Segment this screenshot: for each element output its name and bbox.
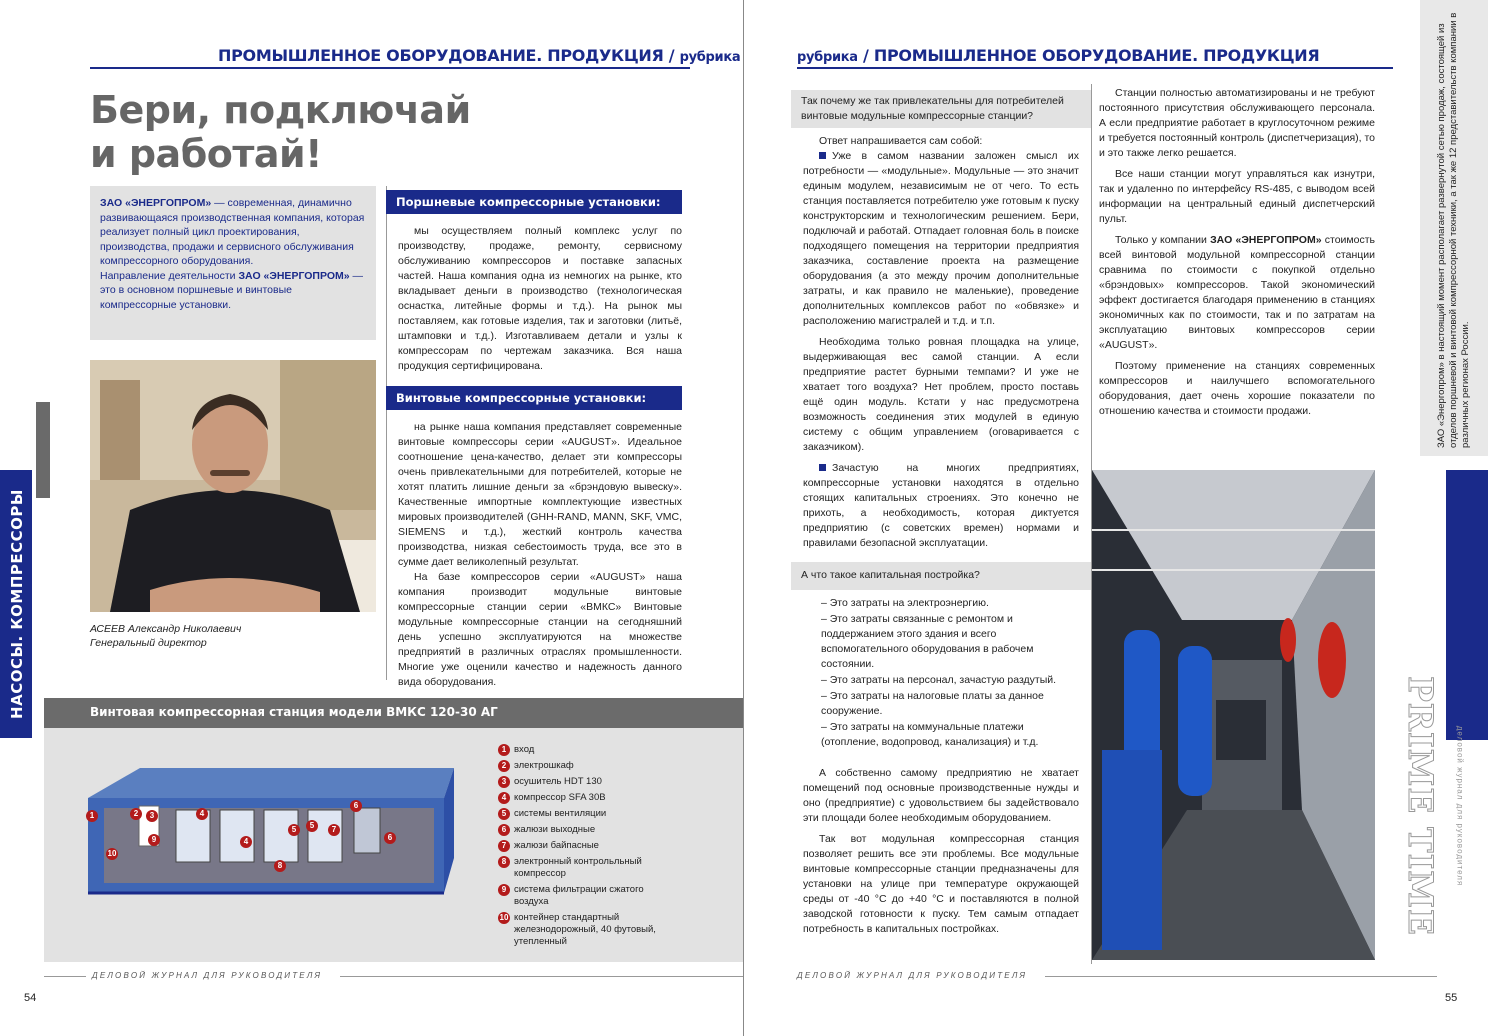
paragraph-modular: Уже в самом названии заложен смысл их потребности — «модульные». Модульные — это значит единым модулем, независимым не от чего. То есть станция поставляется потребителю уже готовым к пуску конструкторским и технологическим решением. Бери, подключай и работай. Отпадает головная боль в поиске подходящего помещения на территории предприятия заказчика, составление проекта на размещение оборудования (а это между прочим дополнительные затраты, и как правило не маленькие), проведение дополнительных комплексов работ по «обвязке» и расположению магистралей и т.д. и т.п. [803,150,1079,327]
rubric-underline [90,67,690,69]
callout-8: 8 [274,860,290,872]
rubric-sep: / [663,46,680,65]
paragraph-price-a: Только у компании [1115,234,1211,246]
section-heading-screw: Винтовые компрессорные установки: [386,386,682,410]
intro-text3: — это в основном поршневые и винтовые компрессорные установки. [100,269,364,311]
footer-rule-right [340,976,744,977]
section-heading-piston: Поршневые компрессорные установки: [386,190,682,214]
footer-rule [1045,976,1437,977]
side-note: ЗАО «Энергопром» в настоящий момент располагает развернутой сетью продаж, состоящей из отделов поршневой и винтовой компрессорной техники, а так же 12 представительств компании в различных регионах России. [1436,12,1471,448]
callout-6b: 6 [384,832,400,844]
footer-text: ДЕЛОВОЙ ЖУРНАЛ ДЛЯ РУКОВОДИТЕЛЯ [797,971,1028,980]
answer-intro: Ответ напрашивается сам собой: [819,135,983,147]
legend-item: 10 контейнер стандартный железнодорожный, 40 футовый, утепленный [499,912,656,947]
paragraph-price-b: стоимость всей винтовой модульной компрессорной станции сравнима по стоимости с покупкой отдельно «брэндовых» компрессоров. Такой экономический эффект достигается благодаря применению в станциях экономичных как по стоимости, так и по затратам на эксплуатацию винтовых компрессоров серии «AUGUST». [1099,234,1375,351]
callout-4: 4 [196,808,212,820]
station-interior-photo [1092,470,1375,960]
section-text-piston [398,224,682,374]
rubric-small: рубрика [797,50,858,65]
diagram-title: Винтовая компрессорная станция модели ВМКС 120-30 АГ [44,698,744,728]
prime-time-logo: PRIME TIME [1400,676,1440,936]
list-item: – Это затраты связанные с ремонтом и поддержанием этого здания и всего вспомогательного оборудования в рабочем состоянии. [821,613,1034,670]
diagram-legend [498,744,664,952]
grey-accent-band [36,402,50,498]
square-bullet-icon [819,152,826,159]
caption-role: Генеральный директор [90,637,207,649]
section-piston-paragraph: мы осуществляем полный комплекс услуг по производству, продаже, ремонту, сервисному обслуживанию компрессоров и поставке запасных частей. Наша компания одна из немногих на рынке, кто вкладывает деньги в производство (технологическая оснастка, литейные формы и т.д.). На рынок мы поставляем, как готовые изделия, так и заготовки (литьё, штамповки и т.д.). Изготавливаем детали и узлы к компрессорам по чертежам заказчика. Вся наша продукция сертифицирована. [398,225,682,372]
legend-item: 3 осушитель HDT 130 [498,776,664,788]
footer-rule-left [44,976,86,977]
question-box-2: А что такое капитальная постройка? [791,562,1091,590]
callout-1: 1 [86,810,102,822]
callout-10: 10 [107,849,117,858]
section-text-screw [398,420,682,690]
paragraph-control: Все наши станции могут управляться как изнутри, так и удаленно по интерфейсу RS-485, с выводом всей информации на центральный единый диспетчерский пульт. [1099,168,1375,225]
section-screw-paragraph-1: на рынке наша компания представляет современные винтовые компрессоры серии «AUGUST». Идеальное соотношение цена-качество, делает эти компрессоры очень привлекательными для потребителей, которые не хотят платить лишние деньги за «брэндовую вывеску». Качественные импортные комплектующие известных мировых производителей (GHH-RAND, MANN, SKF, VMC, SIEMENS и т.д.), жесткий контроль качества производства, низкая себестоимость труда, все это в сумме дает великолепный результат. [398,421,682,568]
station-interior-image [1092,470,1375,960]
list-item: – Это затраты на налоговые платы за данное сооружение. [821,690,1044,717]
callout-9: 9 [148,834,164,846]
photo-caption [90,622,241,650]
callout-5: 5 [288,824,304,836]
headline [90,88,471,176]
caption-name: АСЕЕВ Александр Николаевич [90,623,242,635]
legend-item: 8 электронный контрольльный компрессор [498,856,664,880]
section-screw-paragraph-2: На базе компрессоров серии «AUGUST» наша компания производит модульные винтовые компрессорные станции серии «ВМКС» Винтовые модульные компрессорные станции на сегодняшний день успешно эксплуатируются на множестве предприятий в различных отраслях промышленности. Многие уже оценили качество и надежность данного вида оборудования. [398,571,682,688]
compressor-station-diagram [44,728,494,962]
right-blue-band [1446,470,1488,740]
rubric-main: ПРОМЫШЛЕННОЕ ОБОРУДОВАНИЕ. ПРОДУКЦИЯ [218,46,664,65]
left-column-text [803,134,1079,551]
intro-company2: ЗАО «ЭНЕРГОПРОМ» [238,269,350,282]
intro-text2: Направление деятельности [100,269,239,282]
legend-item: 7 жалюзи байпасные [498,840,664,852]
callout-2: 2 [130,808,146,820]
column-divider [386,186,387,680]
legend-item: 9 система фильтрации сжатого воздуха [498,884,664,908]
page-number: 55 [1445,992,1458,1004]
callout-6: 6 [350,800,366,812]
callout-4b: 4 [240,836,256,848]
intro-text1: — современная, динамично развивающаяся производственная компания, которая реализует полный цикл проектирования, производства, продажи и сервисного обслуживания компрессорного оборудования. [100,197,365,267]
legend-item: 2 электрошкаф [498,760,664,772]
legend-item: 6 жалюзи выходные [498,824,664,836]
paragraph-price-company: ЗАО «ЭНЕРГОПРОМ» [1210,234,1322,246]
square-bullet-icon [819,464,826,471]
intro-company: ЗАО «ЭНЕРГОПРОМ» [100,197,212,209]
legend-item: 1 вход [498,744,664,756]
paragraph-capital-buildings: Зачастую на многих предприятиях, компрессорные установки находятся в отдельно стоящих капитальных строениях. Это конечно не прихоть, а необходимость, которая диктуется предприятию (с советских времен) нормами и правилами безопасной эксплуатации. [803,462,1079,549]
footer-text: ДЕЛОВОЙ ЖУРНАЛ ДЛЯ РУКОВОДИТЕЛЯ [92,971,323,980]
left-column-bottom-text [803,766,1079,937]
side-section-label: НАСОСЫ. КОМПРЕССОРЫ [8,489,26,719]
director-photo [90,360,376,612]
list-item: – Это затраты на коммунальные платежи (отопление, водопровод, канализация) и т.д. [821,721,1039,748]
callout-5b: 5 [306,820,322,832]
rubric-main: ПРОМЫШЛЕННОЕ ОБОРУДОВАНИЕ. ПРОДУКЦИЯ [873,46,1320,65]
costs-list [821,596,1079,751]
left-rubric [218,46,740,65]
legend-item: 5 системы вентиляции [498,808,664,820]
intro-box [90,186,376,340]
list-item: – Это затраты на персонал, зачастую раздутый. [821,674,1057,686]
callout-3: 3 [146,810,162,822]
right-column-text [1099,86,1375,419]
page-number: 54 [24,992,37,1004]
list-item: – Это затраты на электроэнергию. [821,597,989,609]
paragraph-conclusion: Поэтому применение на станциях современных компрессоров и наилучшего вспомогательного оборудования, дает очень хорошие показатели по отношению качества и стоимости продажи. [1099,360,1375,417]
paragraph-solution: Так вот модульная компрессорная станция позволяет решить все эти проблемы. Все модульные винтовые компрессорные станции предназначены для установки на улице при температуре окружающей среды от -40 °С до +40 °С и поставляются в полной заводской готовности к пуску. Тем самым отпадает потребность в капитальных постройках. [803,833,1079,935]
headline-line1: Бери, подключай [90,88,471,132]
paragraph-premises: А собственно самому предприятию не хватает помещений под основные производственные нужды и оно (предприятие) с удовольствием бы задействовало эти площади более необходимым оборудованием. [803,767,1079,824]
rubric-sep: / [857,46,874,65]
right-page [745,0,1488,1036]
legend-item: 4 компрессор SFA 30B [498,792,664,804]
question-box-1: Так почему же так привлекательны для потребителей винтовые модульные компрессорные станции? [791,90,1091,128]
prime-time-tagline: деловой журнал для руководителя [1455,725,1465,887]
right-rubric [797,46,1319,65]
headline-line2: и работай! [90,132,322,176]
director-photo-image [90,360,376,612]
callout-7: 7 [328,824,344,836]
rubric-underline [797,67,1393,69]
rubric-small: рубрика [679,50,741,65]
paragraph-platform: Необходима только ровная площадка на улице, выдерживающая вес самой станции. А если предприятие растет бурными темпами? И уже не хватает того воздуха? Нет проблем, просто поставь ещё один модуль. Кстати у нас предусмотрена возможность соединения этих модулей в единую систему с общим управлением (оговаривается с заказчиком). [803,336,1079,453]
paragraph-automation: Станции полностью автоматизированы и не требуют постоянного присутствия обслуживающего персонала. А если предприятие работает в круглосуточном режиме и требуется постоянный контроль (диспетчеризация), то и это также легко решается. [1099,87,1375,159]
